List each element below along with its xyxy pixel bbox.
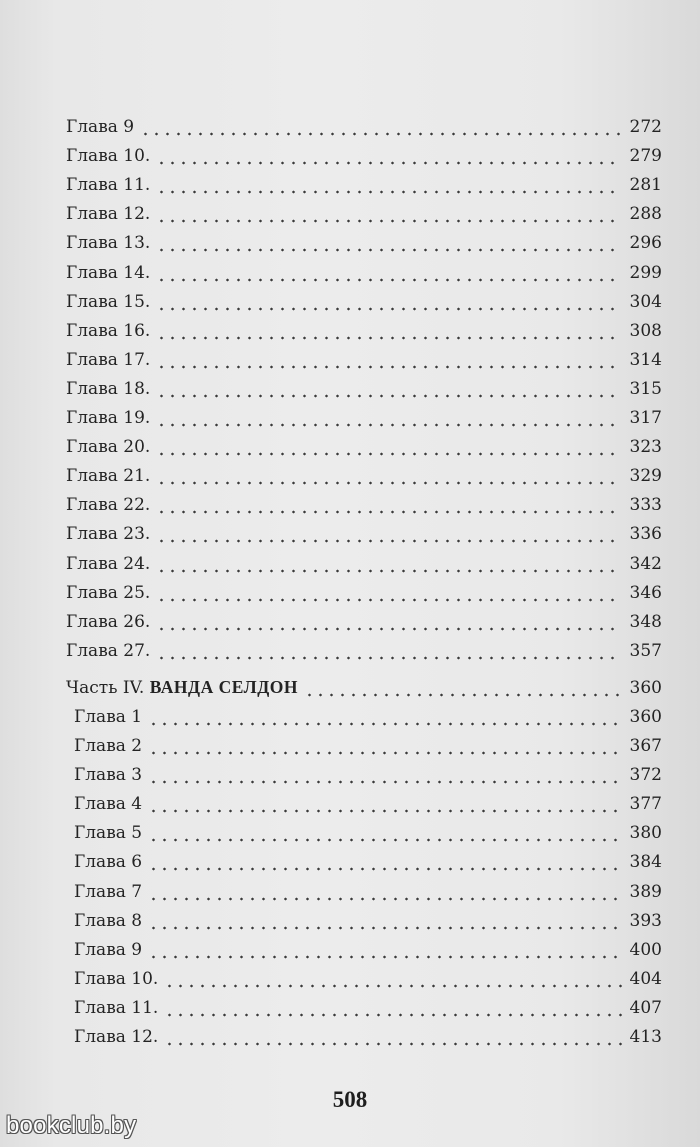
dot-leader [156,294,622,311]
toc-entry-page-number: 377 [629,794,662,815]
toc-entry [66,573,662,602]
dot-leader [156,439,622,456]
toc-entry [66,543,662,572]
part-title: ВАНДА СЕЛДОН [149,676,298,697]
toc-entry-label: Глава 21. [66,466,151,487]
toc-entry-label: Глава 15. [66,291,151,312]
dot-leader [148,767,622,784]
toc-entry-page-number: 333 [629,495,662,516]
dot-leader [156,614,622,631]
toc-entry-page-number: 393 [629,910,662,931]
toc-entry [66,398,662,427]
toc-entry-label: Глава 5 [74,823,143,844]
page-number: 508 [332,1087,368,1112]
toc-entry-page-number: 299 [629,262,662,283]
toc-entry-label: Глава 24. [66,553,151,574]
toc-entry [66,631,662,660]
dot-leader [148,738,622,755]
dot-leader [156,177,622,194]
toc-entry-label: Глава 14. [66,262,151,283]
dot-leader [164,971,622,988]
dot-leader [148,796,622,813]
toc-entry-page-number: 413 [629,1027,662,1047]
toc-entry-label: Глава 26. [66,611,151,632]
toc-entry-label: Глава 16. [66,320,151,341]
toc-entry-label: Глава 8 [74,910,143,931]
toc-entry [66,602,662,631]
dot-leader [156,352,622,369]
toc-entry-label: Глава 23. [66,524,151,545]
toc-entry-page-number: 372 [629,765,662,786]
toc-entry [66,282,662,311]
part-prefix: Часть IV. [66,677,145,698]
dot-leader [148,913,622,930]
dot-leader [156,381,622,398]
toc-entry-page-number: 360 [629,706,662,727]
toc-entry [74,842,662,871]
dot-leader [156,410,622,427]
toc-entry [74,959,662,988]
dot-leader [156,323,622,340]
toc-entry-page-number: 336 [629,524,662,545]
toc-entry [66,369,662,398]
toc-entry-page-number: 317 [629,408,662,429]
toc-entry [74,871,662,900]
toc-entry-label: Глава 10. [66,146,151,167]
toc-entry [74,784,662,813]
dot-leader [156,206,622,223]
toc-entry [66,485,662,514]
toc-entry-page-number: 323 [629,437,662,458]
toc-entry-label: Глава 25. [66,582,151,603]
toc-entry-label: Глава 13. [66,233,151,254]
toc-entry-page-number: 304 [629,291,662,312]
dot-leader [148,709,622,726]
toc-entry [74,901,662,930]
dot-leader [156,148,622,165]
toc-entry-page-number: 329 [629,466,662,487]
toc-entry [66,165,662,194]
dot-leader [156,526,622,543]
toc-entry-page-number: 380 [629,823,662,844]
toc-entry [66,311,662,340]
toc-entry-page-number: 367 [629,736,662,757]
toc-entry-label: Глава 20. [66,437,151,458]
toc-entry-label: Глава 22. [66,495,151,516]
toc-entry-page-number: 404 [629,968,662,989]
toc-entry-page-number: 308 [629,320,662,341]
toc-entry-page-number: 407 [629,997,662,1018]
toc-entry-label: Глава 9 [66,117,135,138]
dot-leader [148,854,622,871]
toc-entry [74,930,662,959]
dot-leader [148,825,622,842]
toc-part-heading [66,668,662,697]
toc-entry-label: Глава 1 [74,706,143,727]
toc-entry-label: Глава 3 [74,765,143,786]
toc-entry-page-number: 342 [629,553,662,574]
toc-entry [66,456,662,485]
toc-entry [74,1017,662,1046]
watermark-text: bookclub.by [6,1112,137,1139]
toc-entry [66,252,662,281]
toc-entry-label: Глава 18. [66,378,151,399]
toc-entry-page-number: 348 [629,611,662,632]
dot-leader [156,643,622,660]
dot-leader [156,556,622,573]
toc-entry-page-number: 384 [629,852,662,873]
toc-entry-label: Глава 12. [66,204,151,225]
dot-leader [164,1000,622,1017]
toc-entry-page-number: 357 [629,640,662,661]
dot-leader [148,884,622,901]
toc-entry-label: Глава 7 [74,881,143,902]
dot-leader [156,585,622,602]
toc-block-part-4 [74,697,662,1046]
dot-leader [156,265,622,282]
toc-entry-label: Глава 10. [74,968,159,989]
toc-entry-page-number: 346 [629,582,662,603]
toc-entry-page-number: 400 [629,939,662,960]
dot-leader [156,497,622,514]
dot-leader [304,680,622,697]
toc-entry [74,726,662,755]
toc-entry-label: Глава 11. [66,175,151,196]
toc-entry [66,340,662,369]
toc-entry-page-number: 288 [629,204,662,225]
toc-entry-label: Глава 17. [66,349,151,370]
toc-entry [66,514,662,543]
toc-entry-label: Глава 6 [74,852,143,873]
toc-entry [74,697,662,726]
toc-entry-page-number: 279 [629,146,662,167]
toc-entry-label: Глава 19. [66,408,151,429]
toc-entry-label: Глава 11. [74,997,159,1018]
toc-entry-page-number: 314 [629,349,662,370]
toc-entry-label: Глава 12. [74,1027,159,1047]
toc-entry-page-number: 272 [629,117,662,138]
dot-leader [140,119,622,136]
toc-entry [66,194,662,223]
part-page-number: 360 [629,677,662,698]
toc-entry [66,136,662,165]
toc-entry-label: Глава 9 [74,939,143,960]
toc-block-part-3 [66,107,662,660]
toc-entry [74,813,662,842]
dot-leader [156,468,622,485]
toc-entry [74,988,662,1017]
toc-entry-label: Глава 4 [74,794,143,815]
toc-entry-label: Глава 2 [74,736,143,757]
table-of-contents [66,107,662,1046]
toc-entry-label: Глава 27. [66,640,151,661]
dot-leader [164,1029,622,1046]
toc-entry-page-number: 315 [629,378,662,399]
toc-entry-page-number: 389 [629,881,662,902]
toc-entry-page-number: 296 [629,233,662,254]
toc-entry [66,223,662,252]
toc-entry-page-number: 281 [629,175,662,196]
part-heading-label [66,676,304,698]
toc-entry [66,107,662,136]
dot-leader [156,235,622,252]
toc-entry [74,755,662,784]
toc-entry [66,427,662,456]
dot-leader [148,942,622,959]
